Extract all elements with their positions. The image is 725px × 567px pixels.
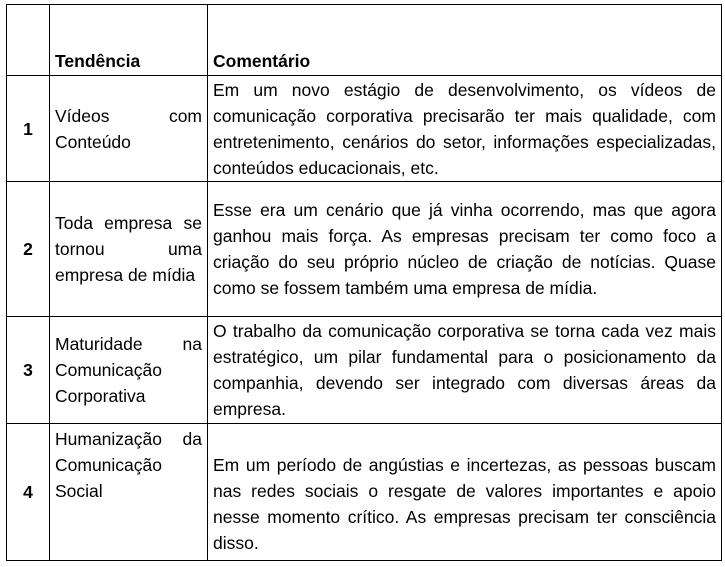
table-header-row: [7, 5, 722, 76]
table-row: [7, 76, 722, 182]
trends-table: [6, 4, 722, 561]
header-comment: Comentário: [208, 5, 722, 76]
row-trend: Humanização da Comunicação Social: [50, 424, 208, 561]
row-trend: Toda empresa se tornou uma empresa de mídia: [50, 182, 208, 317]
row-number: 4: [7, 424, 50, 561]
table-row: [7, 182, 722, 317]
row-comment: Em um período de angústias e incertezas, as pessoas buscam nas redes sociais o resgate de valores importantes e apoio nesse momento crítico. As empresas precisam ter consciência disso.: [208, 424, 722, 561]
row-number: 1: [7, 76, 50, 182]
row-comment: Esse era um cenário que já vinha ocorrendo, mas que agora ganhou mais força. As empresas precisam ter como foco a criação do seu próprio núcleo de criação de notícias. Quase como se fossem também uma empresa de mídia.: [208, 182, 722, 317]
row-number: 2: [7, 182, 50, 317]
header-number: [7, 5, 50, 76]
row-trend: Maturidade na Comunicação Corporativa: [50, 317, 208, 424]
table-row: [7, 317, 722, 424]
header-trend: Tendência: [50, 5, 208, 76]
row-number: 3: [7, 317, 50, 424]
row-comment: O trabalho da comunicação corporativa se torna cada vez mais estratégico, um pilar fundamental para o posicionamento da companhia, devendo ser integrado com diversas áreas da empresa.: [208, 317, 722, 424]
table-row: [7, 424, 722, 561]
row-trend: Vídeos com Conteúdo: [50, 76, 208, 182]
row-comment: Em um novo estágio de desenvolvimento, os vídeos de comunicação corporativa precisarão ter mais qualidade, com entretenimento, cenários do setor, informações especializadas, conteúdos educacionais, etc.: [208, 76, 722, 182]
